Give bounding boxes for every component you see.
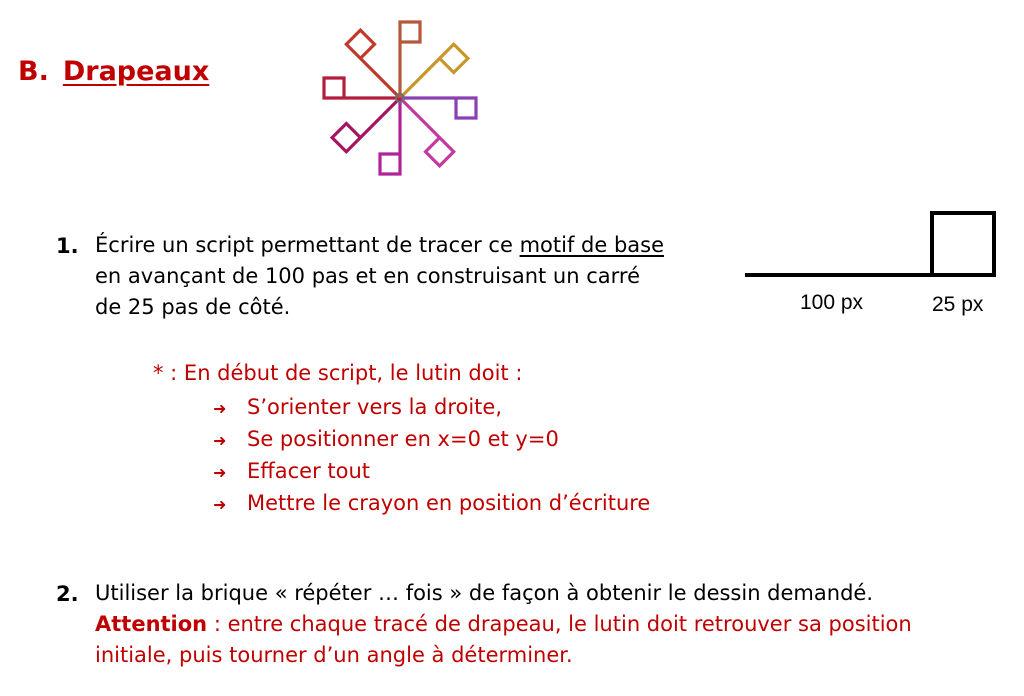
- flag-5: [332, 98, 400, 152]
- step1-line3: de 25 pas de côté.: [95, 295, 291, 319]
- flag-3: [400, 98, 454, 166]
- note-item-text: Se positionner en x=0 et y=0: [247, 427, 559, 451]
- step1-line1: [95, 230, 664, 261]
- section-title-text: Drapeaux: [62, 56, 210, 87]
- section-title: [18, 56, 209, 87]
- note-intro: * : En début de script, le lutin doit :: [153, 361, 523, 385]
- step2-line3: initiale, puis tourner d’un angle à déterminer.: [95, 643, 573, 667]
- flag-1: [400, 44, 468, 98]
- note-list: [213, 392, 650, 520]
- flags-group: [324, 22, 476, 174]
- motif-de-base-term: motif de base: [519, 233, 665, 257]
- right-arrow-icon: ➜: [213, 463, 227, 482]
- note-item: [213, 488, 650, 520]
- note-item-text: S’orienter vers la droite,: [247, 395, 503, 419]
- right-arrow-icon: ➜: [213, 399, 227, 418]
- flag-7: [346, 30, 400, 98]
- right-arrow-icon: ➜: [213, 495, 227, 514]
- motif-diagram: [740, 205, 1010, 325]
- motif-square: [932, 213, 994, 275]
- step1-line2: en avançant de 100 pas et en construisant un carré: [95, 264, 640, 288]
- step2-line2: [95, 609, 912, 640]
- step2-number: 2.: [56, 582, 79, 606]
- step2-line2-text: : entre chaque tracé de drapeau, le lutin doit retrouver sa position: [207, 612, 912, 636]
- right-arrow-icon: ➜: [213, 431, 227, 450]
- note-item: [213, 456, 650, 488]
- step2-text: [95, 578, 912, 671]
- section-letter: B.: [18, 56, 49, 87]
- step1-number: 1.: [56, 234, 79, 258]
- step2-line1: Utiliser la brique « répéter … fois » de façon à obtenir le dessin demandé.: [95, 581, 873, 605]
- diagram-label-line: 100 px: [800, 291, 864, 314]
- flags-figure: [300, 8, 500, 188]
- step1-text: [95, 230, 664, 323]
- attention-label: Attention: [95, 612, 208, 636]
- diagram-label-square: 25 px: [932, 293, 984, 316]
- note-item: [213, 392, 650, 424]
- note-item: [213, 424, 650, 456]
- note-item-text: Mettre le crayon en position d’écriture: [247, 491, 651, 515]
- note-item-text: Effacer tout: [247, 459, 371, 483]
- step1-line1-text: Écrire un script permettant de tracer ce: [95, 233, 520, 257]
